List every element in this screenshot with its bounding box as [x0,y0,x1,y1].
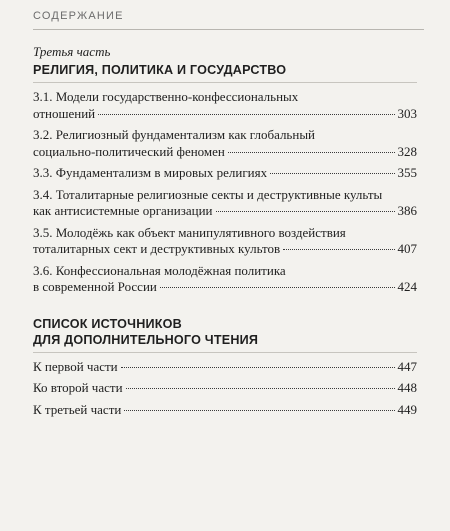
toc-entry-title: тоталитарных сект и деструктивных культов [33,241,281,256]
toc-entry-last-line [33,279,417,296]
toc-entry-title: 3.3. Фундаментализм в мировых религиях [33,165,268,180]
toc-entry-title-line1: 3.4. Тоталитарные религиозные секты и деструктивные культы [33,186,383,202]
toc-entry-last-line [33,380,417,397]
toc-entry-last-line [33,359,417,376]
sources-title-line2: ДЛЯ ДОПОЛНИТЕЛЬНОГО ЧТЕНИЯ [33,332,259,347]
toc-entry-title: как антисистемные организации [33,203,213,218]
dot-leader [283,249,394,250]
part-label: Третья часть [33,44,111,59]
part-entries [33,89,417,296]
toc-entry-last-line [33,241,417,258]
toc-entry[interactable] [33,187,417,220]
toc-entry-page-number: 303 [397,105,417,121]
dot-leader [160,287,395,288]
sources-title [33,316,417,348]
toc-entry-last-line [33,165,417,182]
toc-entry[interactable] [33,225,417,258]
part-title: РЕЛИГИЯ, ПОЛИТИКА И ГОСУДАРСТВО [33,63,287,77]
source-entries [33,359,417,419]
toc-content [33,44,417,423]
toc-entry[interactable] [33,263,417,296]
dot-leader [124,410,394,411]
toc-entry-title: социально-политический феномен [33,143,225,159]
sources-title-line1: СПИСОК ИСТОЧНИКОВ [33,316,182,331]
toc-entry-title: в современной России [33,279,157,294]
toc-entry-page-number: 328 [397,143,417,159]
toc-entry-page-number: 447 [397,358,417,374]
toc-entry[interactable] [33,127,417,160]
toc-entry-title: К первой части [33,358,118,374]
toc-entry-page-number: 448 [397,380,417,395]
toc-entry-title-line1: 3.6. Конфессиональная молодёжная политика [33,262,286,278]
toc-entry-last-line [33,203,417,220]
toc-entry[interactable] [33,89,417,122]
sources-title-underline [33,352,417,353]
header-rule [33,29,424,30]
toc-entry-page-number: 355 [397,165,417,180]
toc-entry-title: Ко второй части [33,380,123,395]
toc-entry-title-line1: 3.1. Модели государственно-конфессиональных [33,89,299,104]
toc-entry[interactable] [33,359,417,376]
dot-leader [228,152,395,153]
dot-leader [216,211,395,212]
toc-entry-page-number: 424 [397,279,417,294]
toc-entry-last-line [33,402,417,419]
toc-entry[interactable] [33,402,417,419]
dot-leader [126,388,395,389]
toc-entry[interactable] [33,380,417,397]
dot-leader [270,173,394,174]
toc-entry-title-line1: 3.5. Молодёжь как объект манипулятивного воздействия [33,224,346,240]
part-title-underline [33,82,417,83]
toc-entry-title: К третьей части [33,401,122,417]
toc-entry-last-line [33,106,417,123]
toc-entry-title-line1: 3.2. Религиозный фундаментализм как глобальный [33,127,316,142]
dot-leader [121,367,395,368]
running-head: СОДЕРЖАНИЕ [33,10,124,22]
toc-entry-page-number: 449 [397,401,417,417]
toc-entry-last-line [33,144,417,161]
toc-entry-page-number: 407 [397,241,417,256]
toc-entry-page-number: 386 [397,203,417,218]
dot-leader [98,114,394,115]
toc-entry-title: отношений [33,105,96,121]
toc-entry[interactable] [33,165,417,182]
